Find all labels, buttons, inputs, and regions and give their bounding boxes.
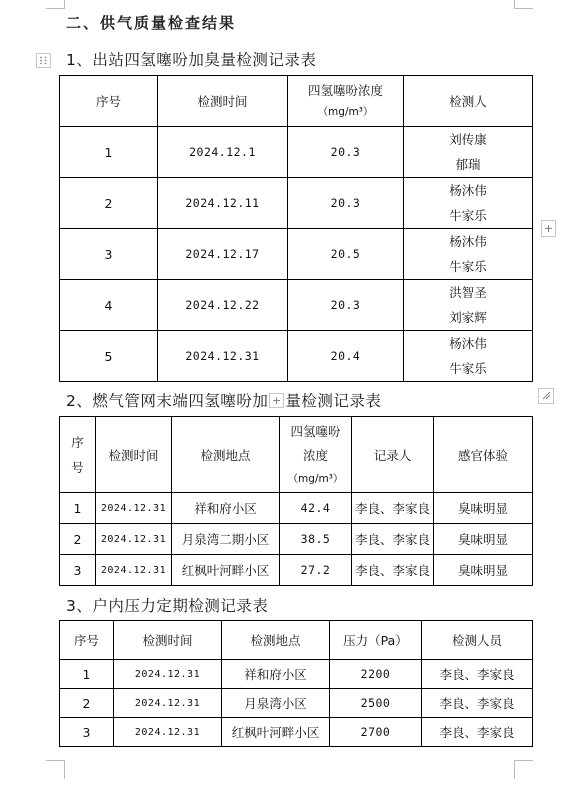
- cell-recorder: 李良、李家良: [352, 493, 434, 524]
- add-column-plus-icon[interactable]: +: [541, 220, 556, 237]
- col-header-no: 序号: [60, 621, 114, 660]
- cell-date: 2024.12.31: [96, 493, 172, 524]
- section-title: 二、供气质量检查结果: [66, 14, 237, 32]
- cell-date: 2024.12.17: [158, 229, 288, 280]
- inspector-2: 郁瑞: [455, 157, 481, 172]
- table-row: [60, 555, 533, 586]
- cell-place: 月泉湾小区: [222, 689, 330, 718]
- cell-date: 2024.12.31: [114, 718, 222, 747]
- table-row: [60, 524, 533, 555]
- table-row: [60, 280, 533, 331]
- inspector-1: 杨沐伟: [449, 183, 487, 198]
- cell-pressure: 2700: [330, 718, 422, 747]
- cell-recorder: 李良、李家良: [352, 524, 434, 555]
- cell-value: 20.5: [288, 229, 404, 280]
- cell-date: 2024.12.31: [158, 331, 288, 382]
- table-header-row: [60, 76, 533, 127]
- inspector-2: 牛家乐: [449, 361, 487, 376]
- cell-place: 祥和府小区: [172, 493, 280, 524]
- col-header-inspector: 检测人: [404, 76, 533, 127]
- cell-no: 3: [60, 555, 96, 586]
- cell-value: 42.4: [280, 493, 352, 524]
- table-row: [60, 660, 533, 689]
- inspector-1: 刘传康: [449, 132, 487, 147]
- page-corner-bottom-left: [46, 760, 65, 779]
- cell-value: 20.3: [288, 127, 404, 178]
- header-line-3: （mg/m³）: [287, 472, 344, 485]
- cell-sense: 臭味明显: [434, 555, 533, 586]
- table-1: [59, 75, 533, 382]
- inspector-1: 杨沐伟: [449, 234, 487, 249]
- cell-value: 20.4: [288, 331, 404, 382]
- cell-no: 2: [60, 178, 158, 229]
- col-header-sense: 感官体验: [434, 417, 533, 493]
- cell-date: 2024.12.31: [114, 660, 222, 689]
- cell-place: 月泉湾二期小区: [172, 524, 280, 555]
- inspector-1: 杨沐伟: [449, 336, 487, 351]
- col-header-no: 序号: [60, 76, 158, 127]
- cell-no: 3: [60, 229, 158, 280]
- cell-value: 38.5: [280, 524, 352, 555]
- cell-place: 红枫叶河畔小区: [172, 555, 280, 586]
- col-header-time: 检测时间: [96, 417, 172, 493]
- table-row: [60, 718, 533, 747]
- inspector-2: 牛家乐: [449, 208, 487, 223]
- cell-place: 祥和府小区: [222, 660, 330, 689]
- cell-date: 2024.12.11: [158, 178, 288, 229]
- cell-value: 27.2: [280, 555, 352, 586]
- cell-date: 2024.12.31: [114, 689, 222, 718]
- move-handle-icon[interactable]: [36, 53, 51, 68]
- table2-title: [66, 389, 381, 411]
- table-header-row: [60, 621, 533, 660]
- table-row: [60, 331, 533, 382]
- inspector-2: 牛家乐: [449, 259, 487, 274]
- header-line-2: 浓度: [302, 447, 328, 463]
- table2-title-part-1: 2、燃气管网末端四氢噻吩加: [66, 392, 269, 410]
- cell-recorder: 李良、李家良: [352, 555, 434, 586]
- cell-value: 20.3: [288, 178, 404, 229]
- col-header-time: 检测时间: [114, 621, 222, 660]
- header-line-1: 序: [71, 434, 84, 450]
- cell-inspector: [404, 280, 533, 331]
- page-corner-top-right: [514, 0, 533, 9]
- col-header-place: 检测地点: [222, 621, 330, 660]
- table-row: [60, 689, 533, 718]
- header-line-1: 四氢噻吩: [290, 423, 341, 439]
- page-corner-bottom-right: [514, 760, 533, 779]
- col-header-pressure: 压力（Pa）: [330, 621, 422, 660]
- cell-no: 1: [60, 127, 158, 178]
- col-header-staff: 检测人员: [422, 621, 533, 660]
- cell-no: 1: [60, 493, 96, 524]
- table-row: [60, 178, 533, 229]
- cell-date: 2024.12.1: [158, 127, 288, 178]
- cell-no: 2: [60, 689, 114, 718]
- col-header-recorder: 记录人: [352, 417, 434, 493]
- cell-inspector: [404, 229, 533, 280]
- header-line-1: 四氢噻吩浓度: [307, 83, 383, 98]
- page-corner-top-left: [46, 0, 65, 9]
- table-2: [59, 416, 533, 586]
- cell-no: 1: [60, 660, 114, 689]
- cell-sense: 臭味明显: [434, 524, 533, 555]
- cell-no: 2: [60, 524, 96, 555]
- table-row: [60, 229, 533, 280]
- col-header-concentration: [280, 417, 352, 493]
- cell-sense: 臭味明显: [434, 493, 533, 524]
- table1-title: 1、出站四氢噻吩加臭量检测记录表: [66, 51, 317, 69]
- cell-no: 5: [60, 331, 158, 382]
- table-row: [60, 493, 533, 524]
- cell-pressure: 2500: [330, 689, 422, 718]
- table2-title-part-2: 量检测记录表: [285, 392, 382, 410]
- table-3: [59, 620, 533, 747]
- resize-icon[interactable]: [538, 388, 554, 404]
- col-header-place: 检测地点: [172, 417, 280, 493]
- header-line-2: 号: [71, 459, 84, 475]
- col-header-no: [60, 417, 96, 493]
- header-line-2: （mg/m³）: [317, 106, 374, 118]
- inspector-2: 刘家辉: [449, 310, 487, 325]
- cell-staff: 李良、李家良: [422, 689, 533, 718]
- table3-title: 3、户内压力定期检测记录表: [66, 597, 269, 615]
- inspector-1: 洪智圣: [449, 285, 487, 300]
- cell-place: 红枫叶河畔小区: [222, 718, 330, 747]
- cell-staff: 李良、李家良: [422, 718, 533, 747]
- table-header-row: [60, 417, 533, 493]
- cell-date: 2024.12.31: [96, 524, 172, 555]
- cell-inspector: [404, 127, 533, 178]
- cell-date: 2024.12.22: [158, 280, 288, 331]
- col-header-concentration: [288, 76, 404, 127]
- col-header-time: 检测时间: [158, 76, 288, 127]
- cell-value: 20.3: [288, 280, 404, 331]
- cell-no: 4: [60, 280, 158, 331]
- add-row-plus-icon[interactable]: +: [269, 393, 284, 408]
- cell-inspector: [404, 331, 533, 382]
- cell-no: 3: [60, 718, 114, 747]
- table-row: [60, 127, 533, 178]
- cell-pressure: 2200: [330, 660, 422, 689]
- cell-inspector: [404, 178, 533, 229]
- cell-date: 2024.12.31: [96, 555, 172, 586]
- cell-staff: 李良、李家良: [422, 660, 533, 689]
